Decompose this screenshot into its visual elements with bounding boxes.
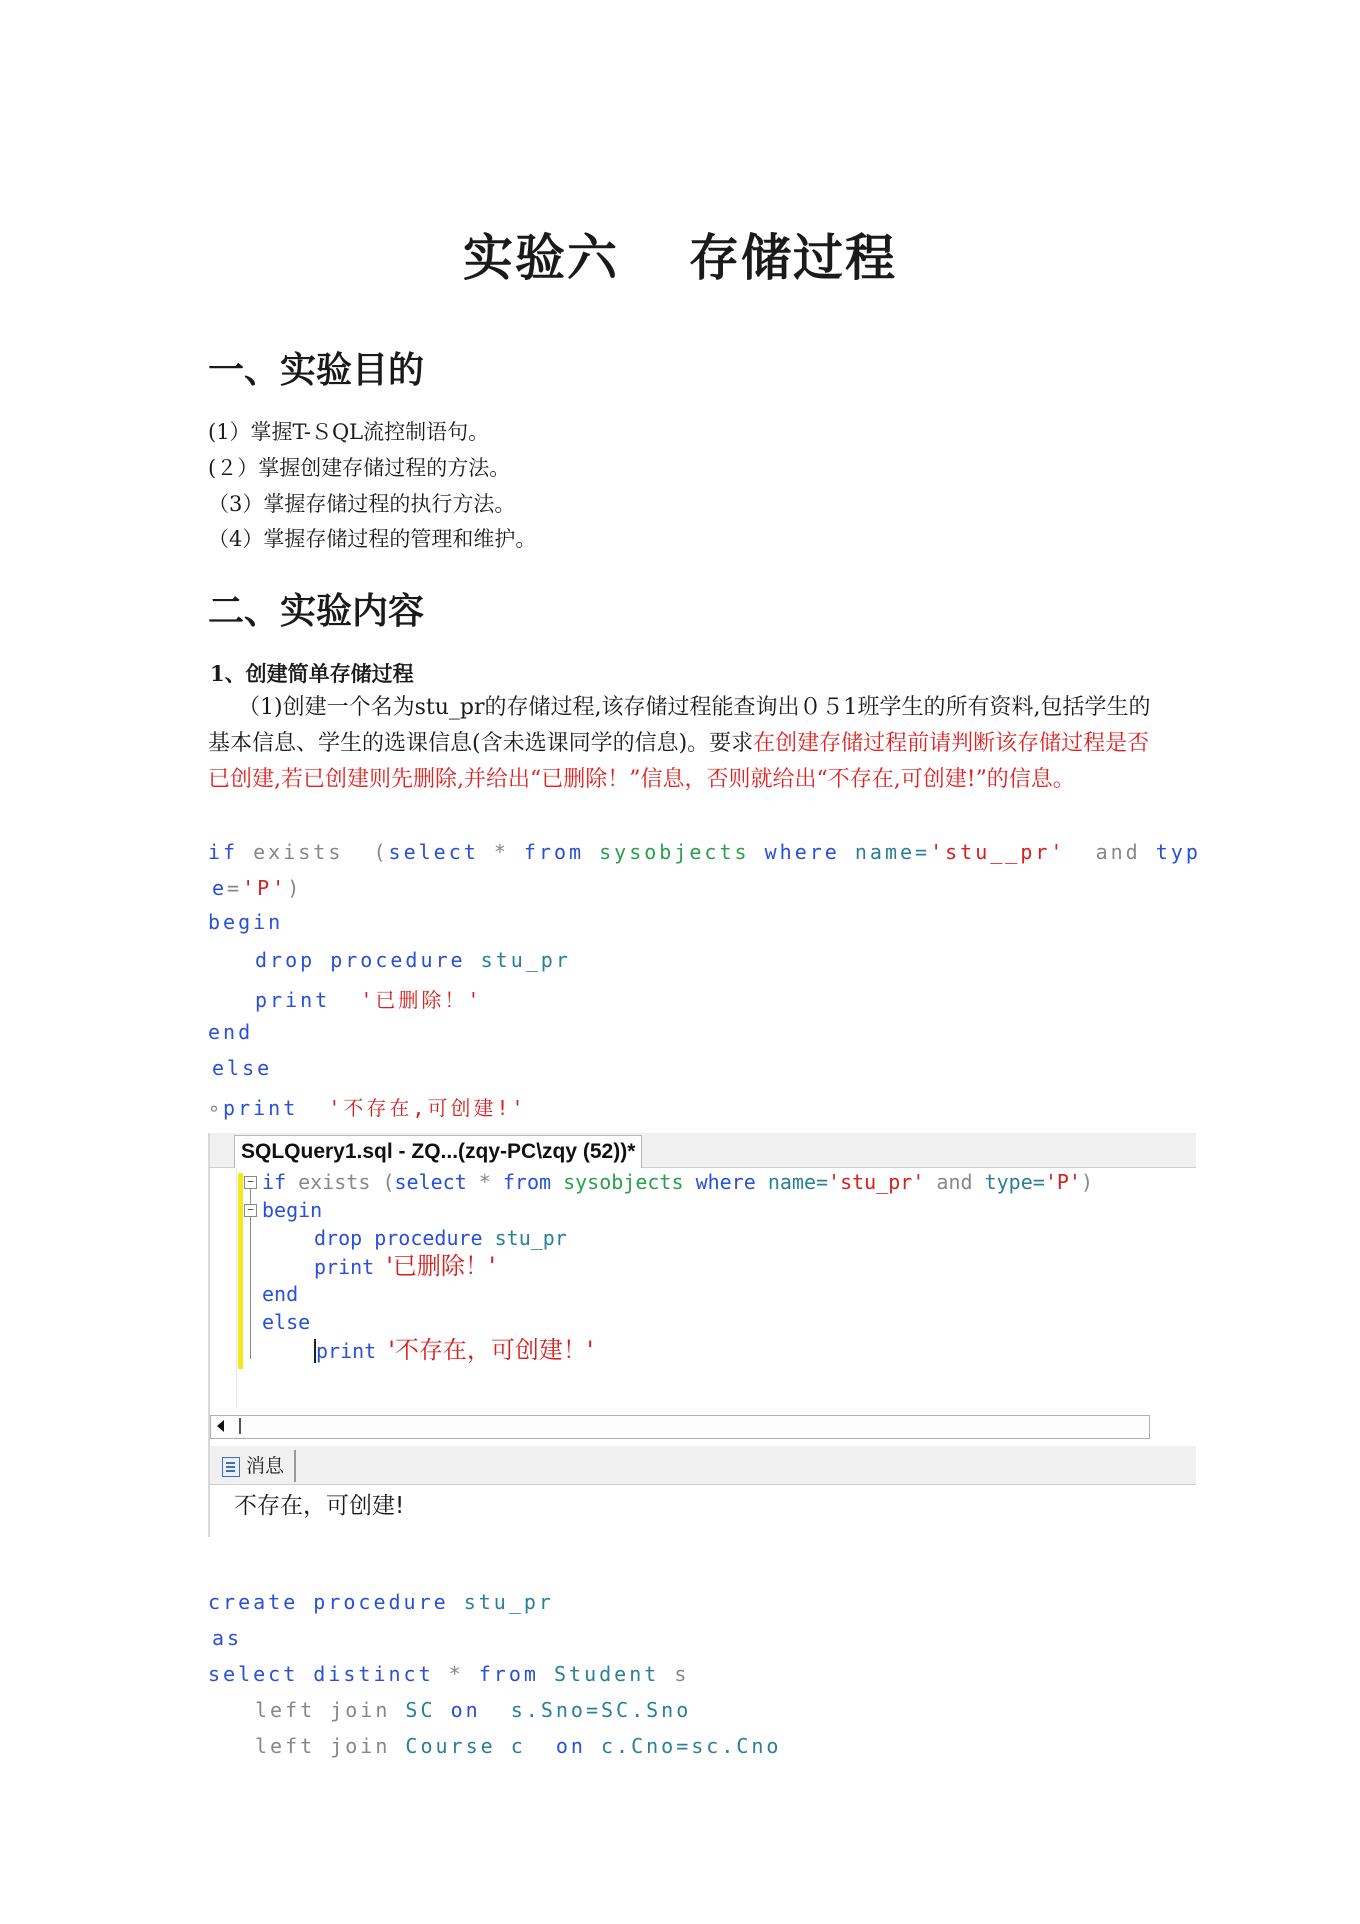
editor-line-7: print '不存在，可创建！' xyxy=(316,1336,594,1364)
code-line-4: drop procedure stu_pr xyxy=(255,948,571,972)
code-line-3: begin xyxy=(208,910,284,934)
task-paragraph xyxy=(208,690,1168,798)
code2-line-5: left join Course c on c.Cno=sc.Cno xyxy=(255,1734,782,1758)
code2-line-3: select distinct * from Student s xyxy=(208,1662,690,1686)
task-text: （1)创建一个名为stu_pr的存储过程,该存储过程能查询出０５1班学生的所有资料,包括学生的基本信息、学生的选课信息(含未选课同学的信息)。要求 xyxy=(208,695,1151,756)
code-line-8: ∘print '不存在,可创建!' xyxy=(208,1096,527,1120)
editor-line-6: else xyxy=(262,1310,311,1334)
code-line-2: e='P') xyxy=(212,876,303,900)
messages-icon xyxy=(222,1457,240,1477)
results-tabstrip xyxy=(210,1446,1196,1485)
code2-line-2: as xyxy=(212,1626,243,1650)
code-line-1: if exists (select * from sysobjects where name='stu__pr' and typ xyxy=(208,840,1201,864)
page-title xyxy=(0,218,1360,290)
objective-item-4: （4）掌握存储过程的管理和维护。 xyxy=(208,527,537,551)
text-cursor: print xyxy=(316,1339,377,1363)
scrollbar-thumb[interactable] xyxy=(239,1418,1145,1434)
code-line-7: else xyxy=(212,1056,273,1080)
horizontal-scrollbar[interactable] xyxy=(210,1415,1150,1439)
query-editor[interactable] xyxy=(236,1168,1195,1408)
message-output: 不存在，可创建! xyxy=(234,1493,405,1519)
ssms-screenshot xyxy=(208,1133,1196,1537)
objective-item-2: (２）掌握创建存储过程的方法。 xyxy=(208,456,511,480)
messages-tab[interactable]: 消息 xyxy=(218,1450,296,1482)
editor-line-5: end xyxy=(262,1282,299,1306)
change-marker xyxy=(238,1173,243,1369)
code-line-6: end xyxy=(208,1020,254,1044)
editor-line-1: if exists (select * from sysobjects where name='stu_pr' and type='P') xyxy=(262,1170,1093,1194)
subsection-heading: 1、创建简单存储过程 xyxy=(210,661,414,686)
collapse-icon[interactable]: − xyxy=(244,1204,257,1217)
section2-heading: 二、实验内容 xyxy=(208,590,425,632)
task-requirement: 在创建存储过程前请判断该存储过程是否已创建,若已创建则先删除,并给出“已删除！”信息，否则就给出“不存在,可创建!”的信息。 xyxy=(208,731,1150,792)
section1-heading: 一、实验目的 xyxy=(208,349,425,391)
code2-line-4: left join SC on s.Sno=SC.Sno xyxy=(255,1698,692,1722)
code-line-5: print '已删除！' xyxy=(255,988,483,1012)
objective-item-3: （3）掌握存储过程的执行方法。 xyxy=(208,492,516,516)
title-right: 存储过程 xyxy=(689,228,897,287)
collapse-icon[interactable]: − xyxy=(244,1176,257,1189)
document-tabstrip xyxy=(210,1133,1196,1168)
editor-line-2: begin xyxy=(262,1198,323,1222)
editor-line-3: drop procedure stu_pr xyxy=(314,1226,567,1250)
scroll-left-icon[interactable] xyxy=(217,1420,224,1432)
objective-item-1: (1）掌握T-ＳQL流控制语句。 xyxy=(208,420,490,444)
query-tab[interactable]: SQLQuery1.sql - ZQ...(zqy-PC\zqy (52))* xyxy=(234,1135,642,1168)
code2-line-1: create procedure stu_pr xyxy=(208,1590,554,1614)
title-left: 实验六 xyxy=(463,228,619,287)
editor-line-4: print '已删除！' xyxy=(314,1252,496,1280)
